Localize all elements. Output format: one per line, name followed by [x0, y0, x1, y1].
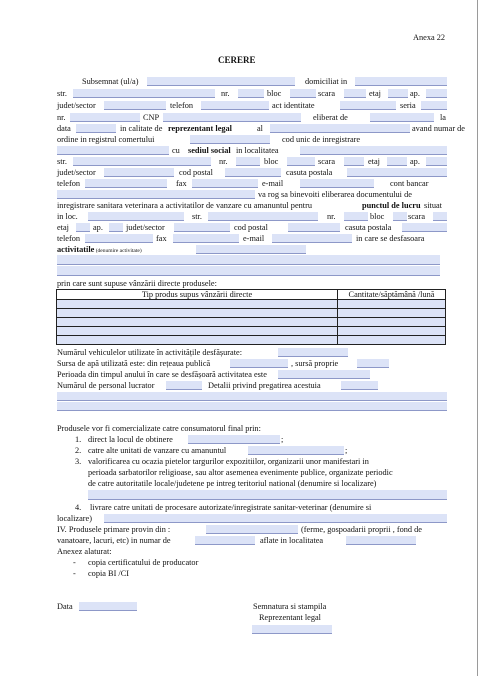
- hq-fax-field[interactable]: [192, 179, 258, 188]
- item-2-text: catre alte unitati de vanzare cu amanuntul: [88, 446, 227, 455]
- label-judet: judet/sector: [57, 101, 96, 110]
- trade-register-field[interactable]: [190, 135, 270, 144]
- primary-locality-field[interactable]: [346, 536, 416, 545]
- origin-place-field[interactable]: [188, 435, 280, 444]
- text-produsele: Produsele vor fi comercializate catre consumatorul final prin:: [57, 424, 261, 433]
- label-ap: ap.: [410, 89, 420, 98]
- wp-county-field[interactable]: [174, 223, 230, 232]
- staff-count-field[interactable]: [166, 381, 202, 390]
- wp-postal-code-field[interactable]: [288, 223, 340, 232]
- text-personal: Numărul de personal lucrator: [57, 381, 155, 390]
- quantity-cell[interactable]: [338, 336, 446, 345]
- wp-floor-field[interactable]: [76, 223, 90, 232]
- fairs-field[interactable]: [88, 490, 447, 500]
- label-judet-hq: judet/sector: [57, 168, 96, 177]
- floor-field[interactable]: [388, 89, 408, 98]
- text-situat: situat: [424, 201, 442, 210]
- label-casuta-postala-wp: casuta postala: [345, 223, 392, 232]
- table-row: [57, 318, 446, 327]
- training-extra-field-1[interactable]: [57, 392, 447, 401]
- label-etaj-hq: etaj: [368, 157, 380, 166]
- label-casuta-postala: casuta postala: [286, 168, 333, 177]
- label-la: la: [440, 113, 446, 122]
- activity-extra-field-2[interactable]: [57, 266, 440, 276]
- attachment-1: copia certificatului de producator: [88, 558, 199, 567]
- item-3-number: 3.: [75, 457, 82, 466]
- label-nr-wp: nr.: [327, 212, 336, 221]
- item-4-number: 4.: [75, 503, 82, 512]
- item-3-line1: valorificarea cu ocazia pietelor targurilor expozitiilor, organizarii unor manifestari in: [88, 457, 369, 466]
- wp-street-field[interactable]: [208, 212, 318, 221]
- quantity-cell[interactable]: [338, 327, 446, 336]
- attachment-2-bullet: -: [73, 569, 76, 578]
- table-row: [57, 300, 446, 309]
- label-bloc-hq: bloc: [264, 157, 279, 166]
- label-ap-hq: ap.: [410, 157, 420, 166]
- text-prin-care: prin care sunt supuse vânzării directe produsele:: [57, 279, 217, 288]
- label-al: al: [257, 124, 263, 133]
- hq-block-field[interactable]: [287, 157, 315, 166]
- text-vanatoare: vanatoare, lacuri, etc) in numar de: [57, 536, 171, 545]
- item-3-line2: perioada sarbatorilor religioase, sau altor asemenea evenimente publice, organizate periodic: [88, 468, 393, 477]
- text-avand-numar: avand numar de: [412, 124, 465, 133]
- label-fax-wp: fax: [156, 234, 167, 243]
- id-number-field[interactable]: [70, 113, 140, 122]
- label-nr-doc: nr.: [57, 113, 66, 122]
- item-2-number: 2.: [75, 446, 82, 455]
- product-cell[interactable]: [57, 318, 338, 327]
- text-vehicule: Numărul vehiculelor utilizate în activitățile desfășurate:: [57, 348, 242, 357]
- id-doc-field[interactable]: [340, 101, 396, 110]
- products-table: [56, 289, 446, 345]
- text-aflate: aflate in localitatea: [260, 536, 324, 545]
- label-ap-wp: ap.: [93, 223, 103, 232]
- label-scara-hq: scara: [318, 157, 336, 166]
- label-scara: scara: [318, 89, 336, 98]
- hq-po-box-field[interactable]: [347, 168, 447, 177]
- number-field[interactable]: [238, 89, 264, 98]
- product-cell[interactable]: [57, 300, 338, 309]
- text-eliberat: eliberat de: [313, 113, 348, 122]
- label-cod-postal: cod postal: [179, 168, 213, 177]
- label-telefon-hq: telefon: [57, 179, 81, 188]
- street-field[interactable]: [73, 89, 215, 98]
- label-nr: nr.: [221, 89, 230, 98]
- text-ordine-registru: ordine in registrul comertului: [57, 135, 155, 144]
- text-activitatile-bold: activitatile: [57, 245, 95, 254]
- table-row: [57, 309, 446, 318]
- document-title: CERERE: [218, 55, 256, 65]
- text-denumire-activitate: (denumire activitate): [94, 248, 142, 254]
- legal-rep-label: Reprezentant legal: [259, 613, 321, 622]
- label-cnp: CNP: [143, 113, 160, 122]
- hq-email-field[interactable]: [300, 179, 374, 188]
- text-cod-unic: cod unic de inregistrare: [282, 135, 361, 144]
- hq-postal-code-field[interactable]: [225, 168, 281, 177]
- label-str-hq: str.: [57, 157, 67, 166]
- column-header-quantity: Cantitate/săptămână /lună: [338, 290, 446, 300]
- wp-fax-field[interactable]: [173, 234, 239, 243]
- bank-account-field[interactable]: [57, 190, 255, 199]
- registration-code-field[interactable]: [57, 146, 169, 155]
- label-str: str.: [57, 89, 67, 98]
- processing-units-field[interactable]: [104, 514, 447, 523]
- signature-field[interactable]: [252, 625, 332, 634]
- text-cont-bancar: cont bancar: [390, 179, 429, 188]
- text-reprezentant-legal: reprezentant legal: [168, 124, 232, 133]
- name-field[interactable]: [147, 77, 295, 86]
- label-etaj: etaj: [369, 89, 381, 98]
- label-in-loc: in loc.: [57, 212, 78, 221]
- text-iv-produsele: IV. Produsele primare provin din :: [57, 525, 171, 534]
- product-cell[interactable]: [57, 327, 338, 336]
- wp-number-field[interactable]: [344, 212, 368, 221]
- label-data: data: [57, 124, 71, 133]
- series-field[interactable]: [421, 101, 447, 110]
- signature-date-field[interactable]: [79, 602, 137, 611]
- product-cell[interactable]: [57, 309, 338, 318]
- primary-source-field[interactable]: [206, 525, 298, 534]
- company-field[interactable]: [270, 124, 410, 133]
- label-etaj-wp: etaj: [57, 223, 69, 232]
- hq-phone-field[interactable]: [85, 179, 167, 188]
- item-4-line2: localizare): [57, 514, 93, 523]
- text-detalii: Detalii privind pregatirea acestuia: [208, 381, 321, 390]
- training-field[interactable]: [341, 381, 378, 390]
- text-punctul-de-lucru: punctul de lucru: [362, 201, 421, 210]
- label-bloc: bloc: [267, 89, 282, 98]
- apartment-field[interactable]: [426, 89, 447, 98]
- wp-apartment-field[interactable]: [109, 223, 123, 232]
- text-domiciliat: domiciliat in: [305, 77, 348, 86]
- label-str-wp: str.: [192, 212, 202, 221]
- label-telefon: telefon: [170, 101, 194, 110]
- text-va-rog: va rog sa binevoiti eliberarea documentului de: [258, 190, 412, 199]
- issue-date-field[interactable]: [76, 124, 116, 133]
- label-act-identitate: act identitate: [272, 101, 315, 110]
- text-sediul-social: sediul social: [188, 146, 231, 155]
- hq-street-field[interactable]: [73, 157, 211, 166]
- wp-stair-field[interactable]: [433, 212, 447, 221]
- activity-extra-field-1[interactable]: [57, 255, 440, 265]
- label-email: e-mail: [262, 179, 284, 188]
- block-field[interactable]: [290, 89, 316, 98]
- attachment-2: copia BI /CI: [88, 569, 130, 578]
- text-sursa-proprie: , sursă proprie: [291, 359, 339, 368]
- retail-units-field[interactable]: [248, 446, 344, 455]
- item-1-text: direct la locul de obtinere: [88, 435, 173, 444]
- stair-field[interactable]: [344, 89, 366, 98]
- text-in-calitate: in calitate de: [120, 124, 163, 133]
- hq-apartment-field[interactable]: [426, 157, 447, 166]
- attachment-1-bullet: -: [73, 558, 76, 567]
- primary-count-field[interactable]: [195, 536, 255, 545]
- item-2-end: ;: [345, 446, 348, 455]
- hq-county-field[interactable]: [104, 168, 174, 177]
- own-water-field[interactable]: [357, 359, 389, 368]
- locality-field[interactable]: [355, 77, 447, 86]
- activity-field[interactable]: [196, 245, 306, 254]
- label-fax: fax: [176, 179, 187, 188]
- quantity-cell[interactable]: [338, 300, 446, 309]
- label-scara-wp: scara: [408, 212, 426, 221]
- hq-floor-field[interactable]: [387, 157, 407, 166]
- phone-field[interactable]: [201, 101, 269, 110]
- text-subsemnat: Subsemnat (ul/a): [82, 77, 139, 86]
- text-inregistrare: inregistrare sanitara veterinara a activitatilor de vanzare cu amanuntul pentru: [57, 201, 313, 210]
- issued-by-field[interactable]: [370, 113, 434, 122]
- training-extra-field-2[interactable]: [57, 402, 447, 411]
- table-row: [57, 327, 446, 336]
- label-telefon-wp: telefon: [57, 234, 81, 243]
- hq-stair-field[interactable]: [344, 157, 364, 166]
- period-field[interactable]: [278, 370, 370, 379]
- table-row: [57, 336, 446, 345]
- item-3-line3: de catre autoritatile locale/judetene pe intreg teritoriul national (denumire si localizare): [88, 479, 377, 488]
- text-cu: cu: [172, 146, 180, 155]
- hq-locality-field[interactable]: [300, 146, 447, 155]
- hq-number-field[interactable]: [236, 157, 260, 166]
- text-anexez: Anexez alaturat:: [57, 547, 112, 556]
- cnp-field[interactable]: [163, 113, 301, 122]
- annex-label: Anexa 22: [413, 33, 446, 42]
- text-in-localitatea: in localitatea: [236, 146, 279, 155]
- label-email-wp: e-mail: [243, 234, 265, 243]
- label-judet-wp: judet/sector: [126, 223, 165, 232]
- label-date-signature: Data: [57, 602, 73, 611]
- text-in-care: in care se desfasoara: [356, 234, 425, 243]
- column-header-product: Tip produs supus vânzării directe: [57, 290, 338, 300]
- wp-block-field[interactable]: [393, 212, 407, 221]
- public-water-field[interactable]: [230, 359, 288, 368]
- label-nr-hq: nr.: [219, 157, 228, 166]
- signature-label: Semnatura si stampila: [253, 602, 327, 611]
- item-4-line1: livrare catre unitati de procesare autorizate/inregistrate sanitar-veterinar (denumire si: [90, 503, 372, 512]
- label-cod-postal-wp: cod postal: [234, 223, 268, 232]
- text-sursa-apa: Sursa de apă utilizată este: din rețeaua publică: [57, 359, 211, 368]
- wp-email-field[interactable]: [272, 234, 352, 243]
- quantity-cell[interactable]: [338, 309, 446, 318]
- text-ferme: (ferme, gospoadarii proprii , fond de: [301, 525, 422, 534]
- item-1-end: ;: [281, 435, 284, 444]
- wp-po-box-field[interactable]: [402, 223, 447, 232]
- text-perioada: Perioada din timpul anului în care se desfășoară activitatea este: [57, 370, 267, 379]
- item-1-number: 1.: [75, 435, 82, 444]
- wp-phone-field[interactable]: [85, 234, 153, 243]
- label-seria: seria: [400, 101, 416, 110]
- label-bloc-wp: bloc: [370, 212, 385, 221]
- product-cell[interactable]: [57, 336, 338, 345]
- county-field[interactable]: [104, 101, 166, 110]
- wp-locality-field[interactable]: [88, 212, 184, 221]
- quantity-cell[interactable]: [338, 318, 446, 327]
- vehicles-field[interactable]: [278, 348, 348, 357]
